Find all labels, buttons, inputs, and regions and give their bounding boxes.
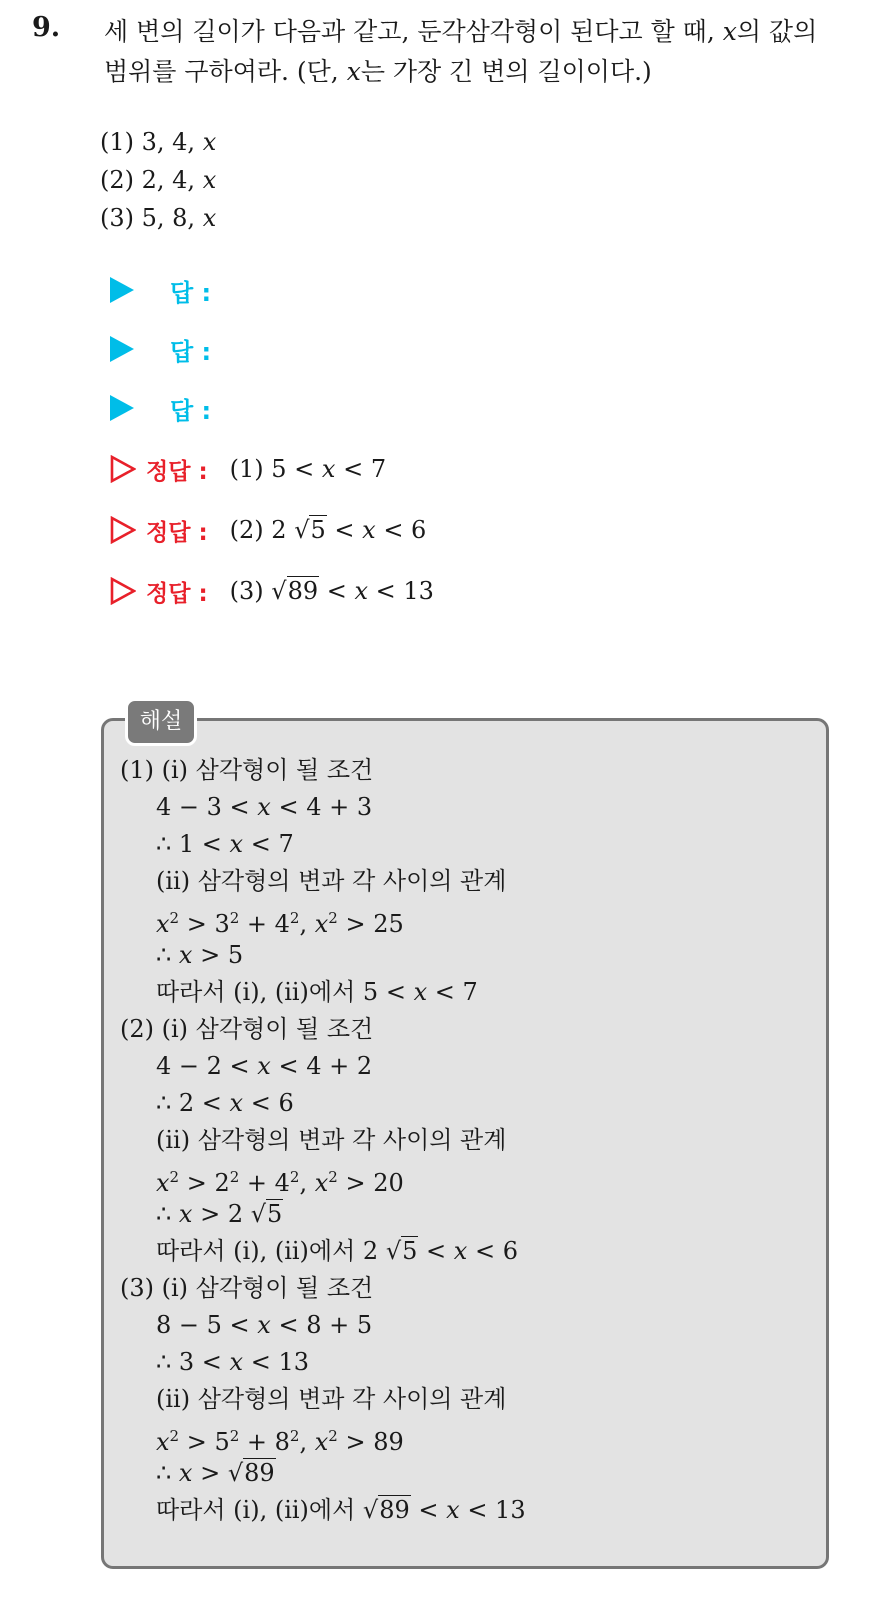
exp-text: < 7 [427,978,478,1006]
exp-text: ∴ 3 < [156,1348,230,1376]
exp-text: < 4 + 3 [270,793,373,821]
radicand: 5 [402,1237,418,1265]
var-x: x [202,204,217,232]
question-text-part: 는 가장 긴 변의 길이이다.) [360,57,652,86]
exp-text: < 7 [243,830,294,858]
var-x: x [156,1169,170,1197]
solution-label: 정답 : [146,519,208,546]
question-text-part: 범위를 구하여라. (단, [104,57,347,86]
exp-line [120,1233,526,1270]
var-x: x [257,1311,271,1339]
sqrt-symbol: √5 [385,1237,418,1265]
question-text [104,12,874,92]
var-x: x [229,830,244,858]
exp-line [120,1048,526,1085]
var-x: x [413,978,428,1006]
item-text: (3) 5, 8, [100,204,203,232]
exp-line [120,1344,526,1381]
exp-line [120,1159,526,1196]
radicand: 5 [310,516,326,544]
exp-text: 4 − 3 < [156,793,258,821]
answer-label: 답 : [170,278,212,307]
item-text: (2) 2, 4, [100,166,203,194]
exp-text: < 13 [243,1348,309,1376]
problem-item-3 [100,199,216,237]
exponent: 2 [328,1168,338,1186]
var-x: x [257,1052,271,1080]
exp-text: < 6 [467,1237,518,1265]
exp-text: < 4 + 2 [270,1052,373,1080]
sqrt-symbol: √5 [250,1200,283,1228]
exp-line [120,1381,526,1418]
var-x: x [314,910,329,938]
outline-triangle-icon [110,516,136,544]
exponent: 2 [289,1427,300,1445]
sqrt-symbol: √89 [271,577,319,605]
radicand: 89 [287,577,319,605]
exp-line [120,1011,526,1048]
solution-text: < 6 [375,516,427,544]
var-x: x [314,1169,329,1197]
solution-value [230,455,386,483]
exponent: 2 [169,1168,180,1186]
exponent: 2 [229,909,240,927]
var-x: x [156,1428,170,1456]
exp-text: > 2 [192,1200,251,1228]
problem-item-2 [100,161,216,199]
exp-text: < 8 + 5 [270,1311,373,1339]
solution-value: (2) 2 √5 < x < 6 [229,516,427,544]
var-x: x [229,1348,244,1376]
solution-text: (2) 2 [229,516,295,544]
answer-row-2 [110,329,211,369]
exponent: 2 [229,1168,240,1186]
exp-line [120,937,526,974]
answer-label: 답 : [170,337,212,366]
solution-value: (3) √89 < x < 13 [229,577,434,605]
exp-line [120,1307,526,1344]
var-x: x [202,128,217,156]
exp-text: ∴ [156,941,179,969]
exp-line [120,1196,526,1233]
solution-row-2 [110,509,426,551]
explanation-tag: 해설 [125,698,197,746]
question-text-part: 의 값의 [736,17,818,46]
var-x: x [321,455,336,483]
exp-text: (2) (i) 삼각형이 될 조건 [120,1015,374,1043]
sqrt-symbol: √89 [227,1459,275,1487]
exp-text: , [299,1428,315,1456]
sqrt-symbol: √5 [294,516,326,544]
answer-label: 답 : [170,396,212,425]
solution-text: < 13 [368,577,434,605]
explanation-content [120,752,526,1529]
var-x: x [178,941,193,969]
problem-item-1 [100,123,216,161]
exp-text: ∴ [156,1459,179,1487]
exp-text: > 5 [192,941,244,969]
var-x: x [722,17,737,46]
problem-items [100,123,216,237]
play-triangle-icon [110,336,134,362]
solution-text: < 7 [335,455,387,483]
exp-text: (ii) 삼각형의 변과 각 사이의 관계 [156,1126,507,1154]
exp-line [120,1492,526,1529]
exp-text: > 5 [179,1428,230,1456]
exp-text: 4 − 2 < [156,1052,258,1080]
exp-text: > [192,1459,228,1487]
exp-text: (1) (i) 삼각형이 될 조건 [120,756,374,784]
exponent: 2 [229,1427,240,1445]
var-x: x [257,793,271,821]
exp-text: > 3 [179,910,230,938]
exp-text: 8 − 5 < [156,1311,258,1339]
exp-line [120,900,526,937]
solution-row-1 [110,448,386,490]
outline-triangle-icon [110,455,136,483]
exponent: 2 [289,909,300,927]
exp-text: ∴ [156,1200,179,1228]
exp-text: (3) (i) 삼각형이 될 조건 [120,1274,374,1302]
exp-text: ∴ 1 < [156,830,230,858]
exp-text: 따라서 (i), (ii)에서 2 [156,1237,386,1265]
exp-line [120,1085,526,1122]
var-x: x [178,1200,193,1228]
solution-row-3 [110,570,434,612]
answer-row-3 [110,388,211,428]
var-x: x [354,577,369,605]
question-text-part: 세 변의 길이가 다음과 같고, 둔각삼각형이 된다고 할 때, [104,17,723,46]
exponent: 2 [289,1168,300,1186]
exp-line [120,1455,526,1492]
exponent: 2 [169,1427,180,1445]
exp-text: > 89 [337,1428,404,1456]
exp-text: > 25 [337,910,404,938]
question-number: 9. [32,12,61,43]
exp-text: > 20 [337,1169,404,1197]
exp-line [120,826,526,863]
solution-text: (3) [229,577,272,605]
radicand: 89 [379,1496,410,1524]
radicand: 5 [267,1200,283,1228]
exp-text: < [418,1237,454,1265]
var-x: x [202,166,217,194]
item-text: (1) 3, 4, [100,128,203,156]
var-x: x [314,1428,329,1456]
exp-line [120,1122,526,1159]
exp-text: + 4 [239,910,290,938]
solution-label: 정답 : [146,580,208,607]
var-x: x [346,57,361,86]
exp-text: 따라서 (i), (ii)에서 5 < [156,978,414,1006]
exponent: 2 [328,1427,338,1445]
outline-triangle-icon [110,577,136,605]
exp-text: < [410,1496,447,1524]
var-x: x [453,1237,468,1265]
play-triangle-icon [110,395,134,421]
exp-line [120,863,526,900]
exp-text: < 6 [243,1089,294,1117]
exp-line [120,752,526,789]
exp-line [120,974,526,1011]
exp-line [120,1270,526,1307]
exp-text: (ii) 삼각형의 변과 각 사이의 관계 [156,867,507,895]
answer-row-1 [110,270,211,310]
var-x: x [362,516,376,544]
exp-line [120,1418,526,1455]
play-triangle-icon [110,277,134,303]
exp-text: ∴ 2 < [156,1089,230,1117]
radicand: 89 [244,1459,275,1487]
exponent: 2 [328,909,338,927]
exp-line [120,789,526,826]
exp-text: + 4 [239,1169,290,1197]
exponent: 2 [169,909,180,927]
var-x: x [156,910,170,938]
solution-label: 정답 : [146,458,208,485]
sqrt-symbol: √89 [362,1496,410,1524]
var-x: x [178,1459,193,1487]
exp-text: > 2 [179,1169,230,1197]
exp-text: < 13 [459,1496,526,1524]
solution-text: (1) 5 < [229,455,322,483]
exp-text: 따라서 (i), (ii)에서 [156,1496,363,1524]
exp-text: , [299,910,315,938]
exp-text: + 8 [239,1428,290,1456]
var-x: x [446,1496,460,1524]
exp-text: (ii) 삼각형의 변과 각 사이의 관계 [156,1385,507,1413]
exp-text: , [299,1169,315,1197]
var-x: x [229,1089,244,1117]
